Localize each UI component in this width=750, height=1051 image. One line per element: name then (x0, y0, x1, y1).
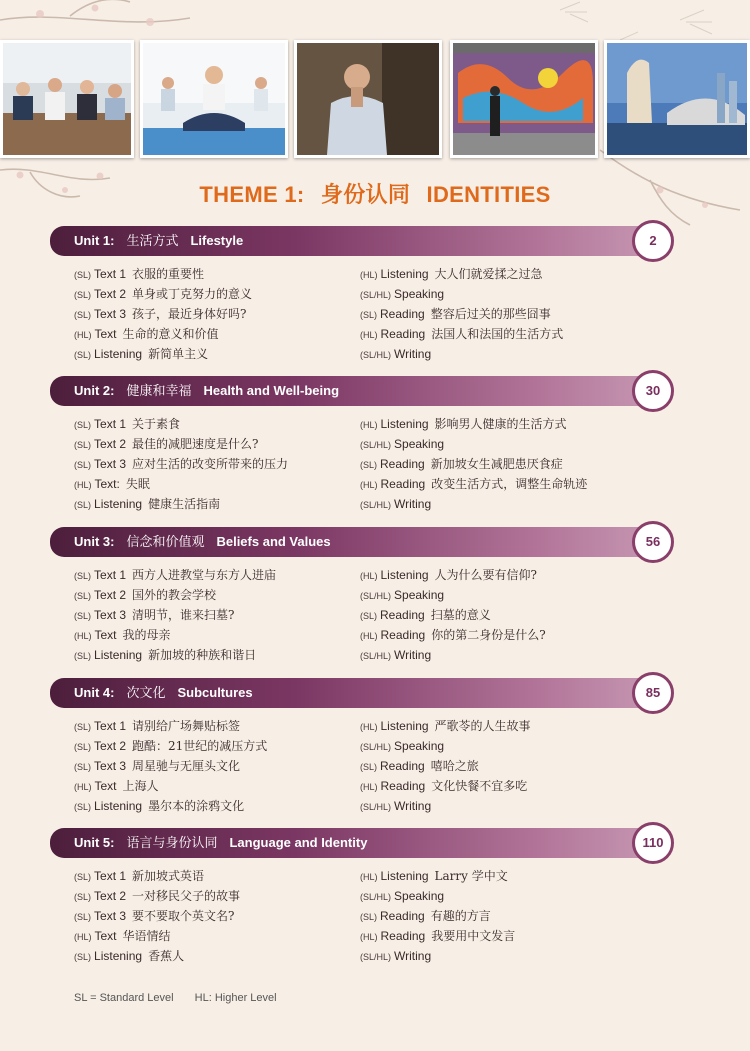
hl-legend: HL: Higher Level (194, 992, 277, 1004)
contents-item[interactable] (360, 756, 680, 776)
unit-title-zh: 健康和幸福 (126, 384, 192, 399)
level-tag: (SL) (74, 892, 92, 902)
theme-label: THEME 1: (199, 182, 305, 207)
unit-section (50, 376, 680, 514)
item-type: Text 1 (94, 568, 127, 582)
level-tag: (SL) (360, 310, 378, 320)
item-type: Reading (380, 909, 425, 923)
unit-section (50, 828, 680, 966)
level-tag: (HL) (360, 270, 378, 280)
item-type: Writing (394, 347, 432, 361)
item-title: 新加坡的种族和谐日 (148, 648, 257, 662)
item-title: 关于素食 (132, 417, 181, 431)
unit-title-zh: 次文化 (126, 686, 166, 701)
level-tag: (SL) (74, 350, 92, 360)
contents-column-left (74, 264, 354, 364)
graffiti-wall-photo (450, 40, 598, 158)
contents-column-right (360, 414, 680, 514)
level-tag: (SL/HL) (360, 651, 392, 661)
item-type: Text 2 (94, 588, 127, 602)
item-type: Listening (380, 417, 429, 431)
item-type: Reading (380, 457, 425, 471)
item-type: Speaking (394, 889, 445, 903)
level-tag: (SL) (360, 762, 378, 772)
level-tag: (HL) (360, 872, 378, 882)
item-type: Listening (380, 568, 429, 582)
item-type: Reading (380, 477, 426, 491)
contents-item[interactable] (360, 585, 680, 605)
level-tag: (SL) (74, 912, 92, 922)
level-tag: (SL) (74, 762, 92, 772)
yoga-class-photo (140, 40, 288, 158)
level-tag: (HL) (74, 932, 92, 942)
contents-item[interactable] (74, 866, 354, 886)
contents-item[interactable] (74, 776, 354, 796)
level-tag: (SL) (74, 290, 92, 300)
level-tag: (SL) (74, 270, 92, 280)
item-type: Text 2 (94, 437, 127, 451)
unit-label: Unit 4: (74, 685, 115, 700)
item-type: Reading (380, 628, 426, 642)
level-tag: (SL/HL) (360, 290, 392, 300)
item-title: 清明节，谁来扫墓? (132, 608, 235, 622)
item-type: Text (94, 327, 117, 341)
unit-title-zh: 信念和价值观 (126, 535, 205, 550)
item-type: Writing (394, 949, 432, 963)
contents-item[interactable] (360, 324, 680, 344)
contents-item[interactable] (74, 284, 354, 304)
contents-item[interactable] (74, 756, 354, 776)
contents-column-right (360, 866, 680, 966)
item-type: Text 2 (94, 287, 127, 301)
item-title: 有趣的方言 (430, 909, 491, 923)
item-type: Listening (380, 267, 429, 281)
level-tag: (SL) (74, 591, 92, 601)
contents-item[interactable] (360, 906, 680, 926)
level-tag: (SL) (74, 420, 92, 430)
item-type: Text 3 (94, 909, 127, 923)
item-type: Text 2 (94, 889, 127, 903)
item-type: Text 1 (94, 869, 127, 883)
level-tag: (SL/HL) (360, 440, 392, 450)
level-tag: (SL) (74, 310, 92, 320)
contents-item[interactable] (360, 454, 680, 474)
level-legend (74, 992, 295, 1004)
contents-item[interactable] (360, 776, 680, 796)
level-tag: (HL) (74, 631, 92, 641)
level-tag: (SL) (360, 460, 378, 470)
item-title: 法国人和法国的生活方式 (431, 327, 564, 341)
unit-header[interactable] (50, 828, 662, 858)
level-tag: (HL) (360, 330, 378, 340)
contents-item[interactable] (360, 946, 680, 966)
contents-item[interactable] (74, 344, 354, 364)
unit-contents (50, 866, 680, 966)
unit-section (50, 226, 680, 364)
item-type: Reading (380, 327, 426, 341)
unit-header[interactable] (50, 376, 662, 406)
unit-contents (50, 414, 680, 514)
item-title: Larry 学中文 (434, 869, 508, 883)
item-type: Text 3 (94, 608, 127, 622)
unit-title-en: Subcultures (177, 685, 253, 700)
contents-item[interactable] (74, 474, 354, 494)
contents-item[interactable] (360, 605, 680, 625)
contents-item[interactable] (360, 494, 680, 514)
item-type: Speaking (394, 588, 445, 602)
unit-contents (50, 716, 680, 816)
contents-item[interactable] (74, 906, 354, 926)
level-tag: (SL) (74, 651, 92, 661)
item-title: 健康生活指南 (148, 497, 221, 511)
level-tag: (SL) (74, 872, 92, 882)
item-title: 我要用中文发言 (431, 929, 516, 943)
item-type: Text 1 (94, 719, 127, 733)
unit-label: Unit 2: (74, 383, 115, 398)
unit-page-number[interactable]: 56 (632, 521, 674, 563)
level-tag: (SL) (74, 611, 92, 621)
item-title: 国外的教会学校 (132, 588, 217, 602)
contents-item[interactable] (74, 926, 354, 946)
level-tag: (SL) (74, 722, 92, 732)
item-type: Speaking (394, 739, 445, 753)
item-type: Writing (394, 497, 432, 511)
level-tag: (SL) (74, 460, 92, 470)
contents-item[interactable] (360, 434, 680, 454)
level-tag: (HL) (360, 571, 378, 581)
level-tag: (HL) (360, 631, 378, 641)
item-type: Listening (94, 648, 143, 662)
item-title: 单身或丁克努力的意义 (132, 287, 253, 301)
unit-contents (50, 264, 680, 364)
item-type: Reading (380, 759, 425, 773)
item-type: Listening (380, 719, 429, 733)
item-title: 要不要取个英文名? (132, 909, 235, 923)
item-title: 最佳的减肥速度是什么? (132, 437, 259, 451)
unit-title-en: Beliefs and Values (216, 534, 331, 549)
item-type: Text 3 (94, 307, 127, 321)
level-tag: (SL/HL) (360, 500, 392, 510)
contents-item[interactable] (360, 866, 680, 886)
contents-column-right (360, 716, 680, 816)
item-title: 华语情结 (122, 929, 171, 943)
level-tag: (SL/HL) (360, 952, 392, 962)
item-title: 文化快餐不宜多吃 (431, 779, 528, 793)
contents-item[interactable] (360, 645, 680, 665)
contents-item[interactable] (360, 344, 680, 364)
item-title: 衣服的重要性 (132, 267, 205, 281)
level-tag: (SL/HL) (360, 591, 392, 601)
unit-label: Unit 5: (74, 835, 115, 850)
level-tag: (SL) (74, 802, 92, 812)
level-tag: (HL) (360, 480, 378, 490)
contents-item[interactable] (360, 284, 680, 304)
item-title: 一对移民父子的故事 (132, 889, 241, 903)
item-title: 失眠 (125, 477, 150, 491)
level-tag: (SL) (74, 440, 92, 450)
contents-item[interactable] (74, 605, 354, 625)
item-type: Listening (380, 869, 429, 883)
item-type: Listening (94, 347, 143, 361)
unit-page-number[interactable]: 85 (632, 672, 674, 714)
unit-title-en: Language and Identity (229, 835, 368, 850)
contents-item[interactable] (74, 454, 354, 474)
level-tag: (SL/HL) (360, 802, 392, 812)
item-title: 上海人 (122, 779, 159, 793)
contents-item[interactable] (74, 324, 354, 344)
unit-page-number[interactable]: 30 (632, 370, 674, 412)
level-tag: (HL) (74, 480, 92, 490)
contents-column-left (74, 716, 354, 816)
contents-item[interactable] (74, 625, 354, 645)
contents-item[interactable] (74, 585, 354, 605)
unit-section (50, 527, 680, 665)
contents-item[interactable] (360, 796, 680, 816)
item-title: 大人们就爱揉之过急 (434, 267, 543, 281)
level-tag: (SL) (74, 500, 92, 510)
level-tag: (HL) (74, 330, 92, 340)
item-type: Text 3 (94, 759, 127, 773)
contents-item[interactable] (74, 645, 354, 665)
level-tag: (SL/HL) (360, 350, 392, 360)
contents-column-left (74, 866, 354, 966)
unit-page-number[interactable]: 110 (632, 822, 674, 864)
unit-page-number[interactable]: 2 (632, 220, 674, 262)
sl-legend: SL = Standard Level (74, 992, 174, 1004)
level-tag: (SL) (360, 912, 378, 922)
item-title: 新加坡式英语 (132, 869, 205, 883)
item-title: 孩子，最近身体好吗? (132, 307, 247, 321)
item-title: 周星驰与无厘头文化 (132, 759, 241, 773)
item-title: 人为什么要有信仰? (434, 568, 537, 582)
theme-title-en: IDENTITIES (426, 182, 551, 207)
contents-item[interactable] (360, 414, 680, 434)
contents-item[interactable] (360, 716, 680, 736)
contents-item[interactable] (74, 716, 354, 736)
item-title: 我的母亲 (122, 628, 171, 642)
unit-label: Unit 3: (74, 534, 115, 549)
theme-title (0, 178, 750, 209)
item-title: 香蕉人 (148, 949, 185, 963)
contents-item[interactable] (74, 946, 354, 966)
item-type: Text (94, 628, 117, 642)
item-type: Reading (380, 307, 425, 321)
item-type: Text 3 (94, 457, 127, 471)
item-type: Reading (380, 929, 426, 943)
item-type: Text 1 (94, 267, 127, 281)
theme-title-zh: 身份认同 (320, 183, 411, 208)
contents-item[interactable] (74, 796, 354, 816)
item-title: 整容后过关的那些囧事 (430, 307, 551, 321)
item-type: Listening (94, 799, 143, 813)
contents-column-left (74, 565, 354, 665)
contents-item[interactable] (360, 264, 680, 284)
contents-item[interactable] (74, 494, 354, 514)
item-title: 严歌苓的人生故事 (434, 719, 531, 733)
contents-item[interactable] (360, 565, 680, 585)
unit-contents (50, 565, 680, 665)
item-title: 西方人进教堂与东方人进庙 (132, 568, 277, 582)
item-type: Listening (94, 497, 143, 511)
office-team-photo (0, 40, 134, 158)
item-title: 生命的意义和价值 (122, 327, 219, 341)
item-type: Reading (380, 608, 425, 622)
level-tag: (SL/HL) (360, 742, 392, 752)
level-tag: (SL) (74, 742, 92, 752)
contents-item[interactable] (74, 736, 354, 756)
contents-item[interactable] (74, 304, 354, 324)
unit-title-en: Health and Well-being (203, 383, 340, 398)
item-title: 改变生活方式，调整生命轨迹 (431, 477, 588, 491)
contents-item[interactable] (74, 886, 354, 906)
item-type: Text: (94, 477, 120, 491)
unit-title-zh: 语言与身份认同 (126, 836, 218, 851)
item-title: 新简单主义 (148, 347, 209, 361)
item-title: 扫墓的意义 (430, 608, 491, 622)
contents-item[interactable] (74, 565, 354, 585)
contents-item[interactable] (360, 625, 680, 645)
contents-item[interactable] (74, 264, 354, 284)
level-tag: (SL) (74, 952, 92, 962)
level-tag: (HL) (360, 420, 378, 430)
item-title: 应对生活的改变所带来的压力 (132, 457, 289, 471)
contents-item[interactable] (360, 736, 680, 756)
level-tag: (HL) (360, 782, 378, 792)
item-title: 跑酷：21世纪的减压方式 (132, 739, 268, 753)
item-type: Listening (94, 949, 143, 963)
item-title: 嘻哈之旅 (430, 759, 479, 773)
unit-header[interactable] (50, 678, 662, 708)
level-tag: (HL) (360, 932, 378, 942)
item-title: 墨尔本的涂鸦文化 (148, 799, 245, 813)
item-type: Reading (380, 779, 426, 793)
item-type: Speaking (394, 437, 445, 451)
item-type: Writing (394, 648, 432, 662)
unit-header[interactable] (50, 226, 662, 256)
level-tag: (SL) (360, 611, 378, 621)
contents-item[interactable] (360, 474, 680, 494)
level-tag: (SL) (74, 571, 92, 581)
contents-column-right (360, 565, 680, 665)
praying-man-photo (294, 40, 442, 158)
photo-strip (0, 40, 750, 158)
unit-title-zh: 生活方式 (126, 234, 179, 249)
contents-item[interactable] (74, 414, 354, 434)
item-title: 请别给广场舞贴标签 (132, 719, 241, 733)
item-type: Speaking (394, 287, 445, 301)
level-tag: (SL/HL) (360, 892, 392, 902)
contents-column-right (360, 264, 680, 364)
item-title: 影响男人健康的生活方式 (434, 417, 567, 431)
merlion-photo (604, 40, 750, 158)
item-type: Text 1 (94, 417, 127, 431)
contents-column-left (74, 414, 354, 514)
item-type: Text (94, 929, 117, 943)
unit-title-en: Lifestyle (190, 233, 244, 248)
unit-label: Unit 1: (74, 233, 115, 248)
contents-item[interactable] (360, 886, 680, 906)
contents-item[interactable] (360, 926, 680, 946)
item-type: Text 2 (94, 739, 127, 753)
contents-item[interactable] (360, 304, 680, 324)
unit-section (50, 678, 680, 816)
item-title: 新加坡女生减肥患厌食症 (430, 457, 563, 471)
contents-item[interactable] (74, 434, 354, 454)
item-type: Text (94, 779, 117, 793)
item-title: 你的第二身份是什么? (431, 628, 546, 642)
unit-header[interactable] (50, 527, 662, 557)
item-type: Writing (394, 799, 432, 813)
level-tag: (HL) (360, 722, 378, 732)
level-tag: (HL) (74, 782, 92, 792)
